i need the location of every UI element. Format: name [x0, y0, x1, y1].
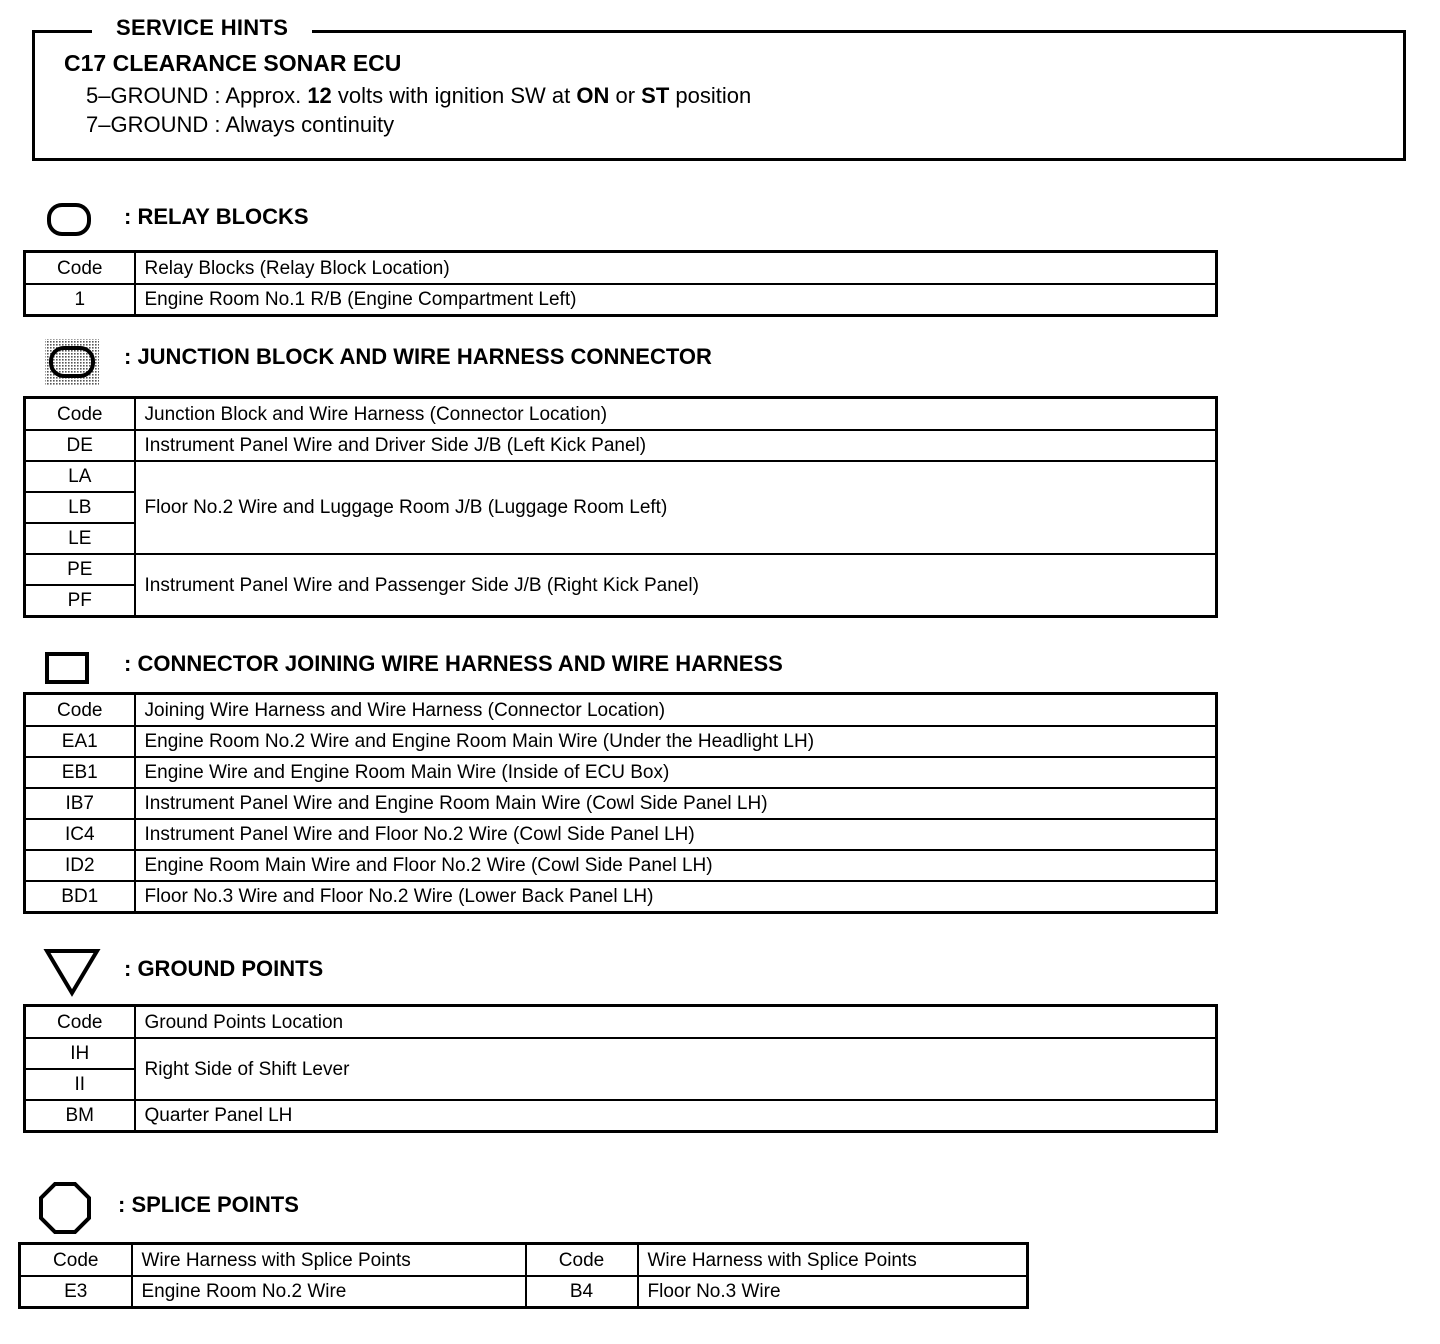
service-hint-line-1: [86, 83, 751, 109]
header-desc: Ground Points Location: [135, 1006, 1217, 1039]
table-header-row: [20, 1244, 1028, 1277]
code-cell: EB1: [25, 757, 135, 788]
table-row: [25, 881, 1217, 913]
ground-points-table: [23, 1004, 1218, 1133]
code-cell: IC4: [25, 819, 135, 850]
hint-text: Approx.: [225, 83, 308, 108]
junction-blocks-title: : JUNCTION BLOCK AND WIRE HARNESS CONNECTOR: [124, 344, 712, 369]
hint-switch-on: ON: [576, 83, 610, 108]
table-row: [25, 850, 1217, 881]
code-cell: E3: [20, 1276, 132, 1308]
code-cell: EA1: [25, 726, 135, 757]
hint-text: or: [609, 83, 642, 108]
hint-text: volts with ignition SW at: [331, 83, 577, 108]
code-cell: PE: [25, 554, 135, 585]
code-cell: II: [25, 1069, 135, 1100]
code-cell: 1: [25, 284, 135, 316]
code-cell: IB7: [25, 788, 135, 819]
table-row: [25, 1100, 1217, 1132]
code-cell: B4: [526, 1276, 638, 1308]
service-hints-title: SERVICE HINTS: [92, 15, 312, 41]
hint-voltage: 12: [307, 83, 332, 108]
desc-cell: Quarter Panel LH: [135, 1100, 1217, 1132]
desc-cell: Engine Room No.1 R/B (Engine Compartment Left): [135, 284, 1217, 316]
code-cell: DE: [25, 430, 135, 461]
header-desc: Relay Blocks (Relay Block Location): [135, 252, 1217, 285]
code-cell: BD1: [25, 881, 135, 913]
splice-points-table: [18, 1242, 1029, 1309]
table-row: [25, 461, 1217, 492]
table-header-row: [25, 252, 1217, 285]
relay-blocks-table: [23, 250, 1218, 317]
desc-cell: Engine Wire and Engine Room Main Wire (Inside of ECU Box): [135, 757, 1217, 788]
hint-pin: 5–GROUND :: [86, 83, 226, 108]
relay-blocks-title: : RELAY BLOCKS: [124, 204, 309, 229]
rounded-rectangle-icon: [46, 200, 94, 240]
rectangle-icon: [44, 650, 92, 686]
header-code: Code: [25, 694, 135, 727]
table-header-row: [25, 1006, 1217, 1039]
table-row: [25, 1038, 1217, 1069]
junction-blocks-table: [23, 396, 1218, 618]
header-code: Code: [25, 1006, 135, 1039]
desc-cell: Instrument Panel Wire and Passenger Side J/B (Right Kick Panel): [135, 554, 1217, 617]
table-header-row: [25, 694, 1217, 727]
ground-points-title: : GROUND POINTS: [124, 956, 324, 981]
header-code: Code: [20, 1244, 132, 1277]
header-desc: Joining Wire Harness and Wire Harness (Connector Location): [135, 694, 1217, 727]
connectors-title: : CONNECTOR JOINING WIRE HARNESS AND WIRE HARNESS: [124, 651, 783, 676]
hint-text: position: [669, 83, 752, 108]
table-row: [25, 554, 1217, 585]
desc-cell: Engine Room No.2 Wire: [132, 1276, 526, 1308]
desc-cell: Right Side of Shift Lever: [135, 1038, 1217, 1100]
desc-cell: Instrument Panel Wire and Floor No.2 Wire (Cowl Side Panel LH): [135, 819, 1217, 850]
code-cell: LE: [25, 523, 135, 554]
triangle-down-icon: [42, 946, 102, 998]
header-code: Code: [25, 252, 135, 285]
code-cell: IH: [25, 1038, 135, 1069]
desc-cell: Engine Room Main Wire and Floor No.2 Wire (Cowl Side Panel LH): [135, 850, 1217, 881]
desc-cell: Floor No.3 Wire: [638, 1276, 1028, 1308]
desc-cell: Floor No.2 Wire and Luggage Room J/B (Luggage Room Left): [135, 461, 1217, 554]
table-header-row: [25, 398, 1217, 431]
desc-cell: Floor No.3 Wire and Floor No.2 Wire (Lower Back Panel LH): [135, 881, 1217, 913]
header-desc: Wire Harness with Splice Points: [638, 1244, 1028, 1277]
code-cell: LA: [25, 461, 135, 492]
table-row: [25, 819, 1217, 850]
shaded-rounded-rectangle-icon: [44, 338, 100, 386]
service-hints-ecu: C17 CLEARANCE SONAR ECU: [64, 50, 402, 76]
table-row: [25, 430, 1217, 461]
desc-cell: Instrument Panel Wire and Engine Room Main Wire (Cowl Side Panel LH): [135, 788, 1217, 819]
table-row: [25, 757, 1217, 788]
table-row: [25, 788, 1217, 819]
service-hint-line-2: 7–GROUND : Always continuity: [86, 112, 395, 137]
table-row: [25, 726, 1217, 757]
header-desc: Wire Harness with Splice Points: [132, 1244, 526, 1277]
header-desc: Junction Block and Wire Harness (Connector Location): [135, 398, 1217, 431]
desc-cell: Engine Room No.2 Wire and Engine Room Main Wire (Under the Headlight LH): [135, 726, 1217, 757]
hint-switch-st: ST: [641, 83, 670, 108]
header-code: Code: [526, 1244, 638, 1277]
table-row: [25, 284, 1217, 316]
code-cell: LB: [25, 492, 135, 523]
code-cell: BM: [25, 1100, 135, 1132]
code-cell: ID2: [25, 850, 135, 881]
header-code: Code: [25, 398, 135, 431]
connectors-table: [23, 692, 1218, 914]
desc-cell: Instrument Panel Wire and Driver Side J/B (Left Kick Panel): [135, 430, 1217, 461]
splice-points-title: : SPLICE POINTS: [118, 1192, 299, 1217]
code-cell: PF: [25, 585, 135, 617]
table-row: [20, 1276, 1028, 1308]
octagon-icon: [36, 1180, 94, 1238]
